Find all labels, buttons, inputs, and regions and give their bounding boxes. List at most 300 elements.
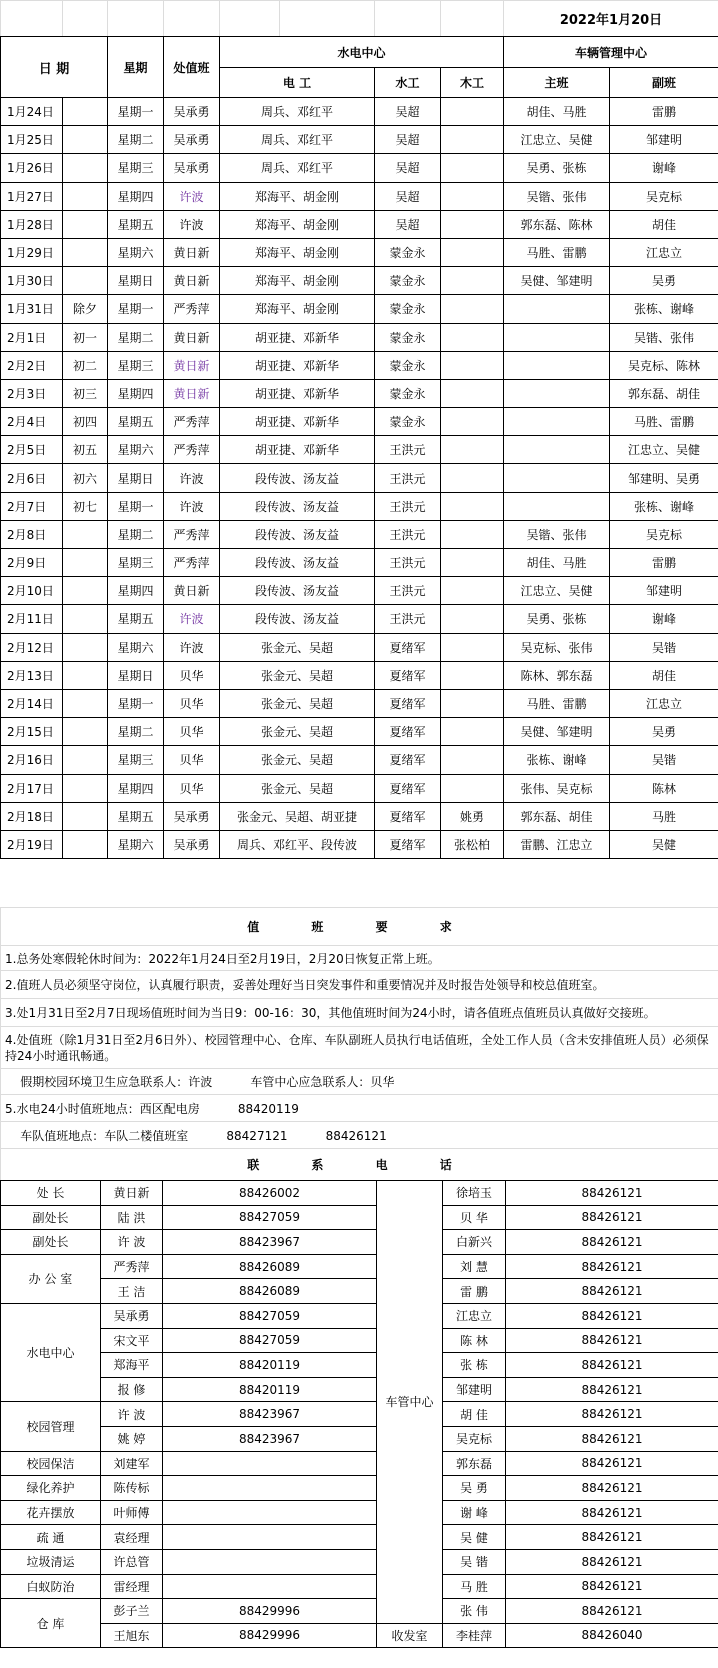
schedule-lunar bbox=[63, 182, 108, 210]
schedule-sub-shift: 雷鹏 bbox=[610, 549, 718, 577]
schedule-date: 2月2日 bbox=[1, 351, 63, 379]
contact-dept: 绿化养护 bbox=[1, 1476, 101, 1501]
schedule-electrician: 段传波、汤友益 bbox=[220, 492, 375, 520]
schedule-plumber: 蒙金永 bbox=[375, 238, 441, 266]
contact-name: 谢 峰 bbox=[443, 1500, 506, 1525]
schedule-plumber: 夏绪军 bbox=[375, 830, 441, 858]
schedule-weekday: 星期三 bbox=[108, 351, 164, 379]
requirement-item: 假期校园环境卫生应急联系人：许波 车管中心应急联系人：贝华 bbox=[1, 1069, 718, 1095]
schedule-main-shift: 吴勇、张栋 bbox=[504, 605, 610, 633]
contact-name: 郑海平 bbox=[101, 1353, 163, 1378]
schedule-duty-person: 严秀萍 bbox=[164, 408, 220, 436]
schedule-weekday: 星期五 bbox=[108, 802, 164, 830]
schedule-carpenter bbox=[441, 267, 504, 295]
contact-name: 胡 佳 bbox=[443, 1402, 506, 1427]
schedule-lunar: 初一 bbox=[63, 323, 108, 351]
contact-phone: 88426121 bbox=[506, 1230, 718, 1255]
contact-name: 雷 鹏 bbox=[443, 1279, 506, 1304]
schedule-electrician: 胡亚捷、邓新华 bbox=[220, 351, 375, 379]
schedule-carpenter bbox=[441, 774, 504, 802]
schedule-lunar bbox=[63, 689, 108, 717]
schedule-plumber: 吴超 bbox=[375, 182, 441, 210]
schedule-row bbox=[1, 464, 718, 492]
schedule-sub-shift: 吴克标、陈林 bbox=[610, 351, 718, 379]
schedule-electrician: 胡亚捷、邓新华 bbox=[220, 323, 375, 351]
schedule-row bbox=[1, 379, 718, 407]
contact-phone: 88420119 bbox=[163, 1353, 377, 1378]
schedule-electrician: 郑海平、胡金刚 bbox=[220, 182, 375, 210]
schedule-plumber: 蒙金永 bbox=[375, 267, 441, 295]
schedule-date: 1月25日 bbox=[1, 126, 63, 154]
schedule-weekday: 星期二 bbox=[108, 323, 164, 351]
schedule-duty-person: 严秀萍 bbox=[164, 295, 220, 323]
contact-name: 宋文平 bbox=[101, 1328, 163, 1353]
contact-phone: 88426121 bbox=[506, 1451, 718, 1476]
schedule-plumber: 蒙金永 bbox=[375, 351, 441, 379]
schedule-lunar bbox=[63, 549, 108, 577]
contact-name: 许 波 bbox=[101, 1402, 163, 1427]
schedule-carpenter bbox=[441, 295, 504, 323]
header-vehicle-center: 车辆管理中心 bbox=[504, 37, 718, 68]
schedule-date: 2月7日 bbox=[1, 492, 63, 520]
schedule-duty-person: 黄日新 bbox=[164, 351, 220, 379]
schedule-main-shift: 郭东磊、胡佳 bbox=[504, 802, 610, 830]
schedule-date: 2月14日 bbox=[1, 689, 63, 717]
schedule-row bbox=[1, 746, 718, 774]
contact-name: 江忠立 bbox=[443, 1303, 506, 1328]
schedule-sub-shift: 邹建明、吴勇 bbox=[610, 464, 718, 492]
schedule-date: 2月17日 bbox=[1, 774, 63, 802]
schedule-row bbox=[1, 492, 718, 520]
schedule-plumber: 蒙金永 bbox=[375, 408, 441, 436]
contact-dept: 校园保洁 bbox=[1, 1451, 101, 1476]
contact-phone: 88426121 bbox=[506, 1254, 718, 1279]
schedule-carpenter bbox=[441, 351, 504, 379]
schedule-electrician: 张金元、吴超 bbox=[220, 689, 375, 717]
schedule-lunar bbox=[63, 605, 108, 633]
schedule-main-shift: 吴勇、张栋 bbox=[504, 154, 610, 182]
schedule-row bbox=[1, 182, 718, 210]
schedule-body bbox=[1, 98, 718, 859]
schedule-lunar bbox=[63, 238, 108, 266]
contact-name: 吴克标 bbox=[443, 1426, 506, 1451]
schedule-sub-shift: 雷鹏 bbox=[610, 98, 718, 126]
schedule-plumber: 夏绪军 bbox=[375, 718, 441, 746]
schedule-main-shift: 胡佳、马胜 bbox=[504, 549, 610, 577]
schedule-main-shift: 吴锴、张伟 bbox=[504, 520, 610, 548]
schedule-duty-person: 许波 bbox=[164, 464, 220, 492]
schedule-weekday: 星期六 bbox=[108, 238, 164, 266]
schedule-duty-person: 严秀萍 bbox=[164, 549, 220, 577]
contact-phone: 88423967 bbox=[163, 1426, 377, 1451]
schedule-electrician: 郑海平、胡金刚 bbox=[220, 267, 375, 295]
schedule-lunar: 除夕 bbox=[63, 295, 108, 323]
schedule-sub-shift: 江忠立 bbox=[610, 689, 718, 717]
schedule-electrician: 胡亚捷、邓新华 bbox=[220, 379, 375, 407]
schedule-date: 2月4日 bbox=[1, 408, 63, 436]
schedule-weekday: 星期五 bbox=[108, 408, 164, 436]
contact-row bbox=[1, 1426, 718, 1451]
schedule-row bbox=[1, 605, 718, 633]
contact-phone: 88420119 bbox=[163, 1377, 377, 1402]
contact-phone: 88426002 bbox=[163, 1181, 377, 1206]
schedule-date: 1月31日 bbox=[1, 295, 63, 323]
schedule-sub-shift: 陈林 bbox=[610, 774, 718, 802]
contact-phone: 88423967 bbox=[163, 1402, 377, 1427]
schedule-main-shift: 吴健、邹建明 bbox=[504, 267, 610, 295]
contact-name: 报 修 bbox=[101, 1377, 163, 1402]
schedule-sub-shift: 吴锴 bbox=[610, 633, 718, 661]
contact-phone: 88429996 bbox=[163, 1623, 377, 1648]
schedule-plumber: 吴超 bbox=[375, 98, 441, 126]
schedule-duty-person: 吴承勇 bbox=[164, 126, 220, 154]
contact-phone: 88426121 bbox=[506, 1377, 718, 1402]
schedule-main-shift: 胡佳、马胜 bbox=[504, 98, 610, 126]
contact-phone: 88426121 bbox=[506, 1279, 718, 1304]
schedule-date: 2月10日 bbox=[1, 577, 63, 605]
schedule-row bbox=[1, 577, 718, 605]
contact-dept: 副处长 bbox=[1, 1205, 101, 1230]
schedule-carpenter bbox=[441, 605, 504, 633]
contact-row bbox=[1, 1181, 718, 1206]
schedule-plumber: 夏绪军 bbox=[375, 689, 441, 717]
schedule-sub-shift: 胡佳 bbox=[610, 210, 718, 238]
contact-name: 白新兴 bbox=[443, 1230, 506, 1255]
schedule-sub-shift: 吴克标 bbox=[610, 520, 718, 548]
schedule-sub-shift: 张栋、谢峰 bbox=[610, 492, 718, 520]
contact-phone bbox=[163, 1525, 377, 1550]
schedule-weekday: 星期二 bbox=[108, 126, 164, 154]
schedule-sub-shift: 郭东磊、胡佳 bbox=[610, 379, 718, 407]
schedule-row bbox=[1, 323, 718, 351]
schedule-electrician: 段传波、汤友益 bbox=[220, 549, 375, 577]
contact-row bbox=[1, 1599, 718, 1624]
contact-phone bbox=[163, 1476, 377, 1501]
schedule-electrician: 段传波、汤友益 bbox=[220, 520, 375, 548]
contact-dept: 水电中心 bbox=[1, 1303, 101, 1401]
contact-name: 姚 婷 bbox=[101, 1426, 163, 1451]
schedule-carpenter bbox=[441, 633, 504, 661]
document-date: 2022年1月20日 bbox=[504, 1, 718, 37]
schedule-sub-shift: 吴锴、张伟 bbox=[610, 323, 718, 351]
schedule-main-shift: 吴锴、张伟 bbox=[504, 182, 610, 210]
duty-schedule-table bbox=[0, 36, 718, 859]
schedule-sub-shift: 谢峰 bbox=[610, 154, 718, 182]
contact-phone bbox=[163, 1451, 377, 1476]
requirement-item: 4.处值班（除1月31日至2月6日外）、校园管理中心、仓库、车队副班人员执行电话值班，全处工作人员（含未安排值班人员）必须保持24小时通讯畅通。 bbox=[1, 1027, 718, 1069]
schedule-lunar bbox=[63, 98, 108, 126]
schedule-lunar bbox=[63, 210, 108, 238]
schedule-electrician: 周兵、邓红平 bbox=[220, 98, 375, 126]
contact-name: 吴 锴 bbox=[443, 1549, 506, 1574]
schedule-weekday: 星期二 bbox=[108, 718, 164, 746]
schedule-plumber: 吴超 bbox=[375, 210, 441, 238]
contact-phone: 88426121 bbox=[506, 1205, 718, 1230]
schedule-duty-person: 贝华 bbox=[164, 774, 220, 802]
schedule-electrician: 胡亚捷、邓新华 bbox=[220, 408, 375, 436]
schedule-duty-person: 严秀萍 bbox=[164, 520, 220, 548]
schedule-date: 2月11日 bbox=[1, 605, 63, 633]
schedule-row bbox=[1, 718, 718, 746]
schedule-row bbox=[1, 98, 718, 126]
schedule-weekday: 星期六 bbox=[108, 830, 164, 858]
schedule-weekday: 星期四 bbox=[108, 182, 164, 210]
schedule-weekday: 星期日 bbox=[108, 464, 164, 492]
contact-phone: 88426121 bbox=[506, 1549, 718, 1574]
schedule-electrician: 郑海平、胡金刚 bbox=[220, 238, 375, 266]
contact-name: 刘 慧 bbox=[443, 1254, 506, 1279]
schedule-plumber: 夏绪军 bbox=[375, 802, 441, 830]
schedule-row bbox=[1, 238, 718, 266]
schedule-lunar: 初五 bbox=[63, 436, 108, 464]
schedule-lunar: 初六 bbox=[63, 464, 108, 492]
schedule-lunar: 初二 bbox=[63, 351, 108, 379]
schedule-electrician: 张金元、吴超 bbox=[220, 661, 375, 689]
schedule-main-shift bbox=[504, 351, 610, 379]
contact-phone: 88426121 bbox=[506, 1574, 718, 1599]
contact-dept-mailroom: 收发室 bbox=[377, 1623, 443, 1648]
header-sub-shift: 副班 bbox=[610, 68, 718, 98]
schedule-lunar bbox=[63, 802, 108, 830]
schedule-weekday: 星期五 bbox=[108, 210, 164, 238]
header-date: 日 期 bbox=[1, 37, 108, 98]
header-plumber: 水工 bbox=[375, 68, 441, 98]
schedule-electrician: 段传波、汤友益 bbox=[220, 605, 375, 633]
requirement-item: 5.水电24小时值班地点：西区配电房 88420119 bbox=[1, 1095, 718, 1122]
schedule-carpenter bbox=[441, 549, 504, 577]
schedule-carpenter bbox=[441, 689, 504, 717]
schedule-carpenter bbox=[441, 126, 504, 154]
schedule-carpenter bbox=[441, 746, 504, 774]
schedule-carpenter bbox=[441, 408, 504, 436]
schedule-duty-person: 吴承勇 bbox=[164, 830, 220, 858]
schedule-lunar bbox=[63, 774, 108, 802]
requirement-item: 3.处1月31日至2月7日现场值班时间为当日9：00-16：30，其他值班时间为24小时，请各值班点值班员认真做好交接班。 bbox=[1, 999, 718, 1027]
schedule-plumber: 吴超 bbox=[375, 126, 441, 154]
schedule-row bbox=[1, 549, 718, 577]
contact-phone: 88426121 bbox=[506, 1599, 718, 1624]
contact-row bbox=[1, 1377, 718, 1402]
schedule-date: 2月3日 bbox=[1, 379, 63, 407]
schedule-lunar bbox=[63, 154, 108, 182]
contact-name: 李桂萍 bbox=[443, 1623, 506, 1648]
schedule-row bbox=[1, 436, 718, 464]
requirement-item: 车队值班地点：车队二楼值班室 88427121 88426121 bbox=[1, 1122, 718, 1149]
schedule-carpenter bbox=[441, 154, 504, 182]
contact-name: 陆 洪 bbox=[101, 1205, 163, 1230]
schedule-weekday: 星期一 bbox=[108, 295, 164, 323]
schedule-plumber: 王洪元 bbox=[375, 577, 441, 605]
contact-dept: 副处长 bbox=[1, 1230, 101, 1255]
schedule-weekday: 星期六 bbox=[108, 633, 164, 661]
schedule-weekday: 星期三 bbox=[108, 549, 164, 577]
schedule-row bbox=[1, 295, 718, 323]
contact-name: 吴 勇 bbox=[443, 1476, 506, 1501]
contact-name: 张 栋 bbox=[443, 1353, 506, 1378]
schedule-sub-shift: 吴克标 bbox=[610, 182, 718, 210]
schedule-sub-shift: 邹建明 bbox=[610, 577, 718, 605]
contact-name: 彭子兰 bbox=[101, 1599, 163, 1624]
schedule-sub-shift: 吴健 bbox=[610, 830, 718, 858]
schedule-sub-shift: 张栋、谢峰 bbox=[610, 295, 718, 323]
schedule-sub-shift: 谢峰 bbox=[610, 605, 718, 633]
requirement-item: 1.总务处寒假轮休时间为：2022年1月24日至2月19日，2月20日恢复正常上班。 bbox=[1, 946, 718, 971]
contact-phone: 88426121 bbox=[506, 1328, 718, 1353]
contact-phone: 88426121 bbox=[506, 1353, 718, 1378]
contact-phone: 88426121 bbox=[506, 1303, 718, 1328]
schedule-weekday: 星期四 bbox=[108, 774, 164, 802]
schedule-lunar bbox=[63, 633, 108, 661]
contact-row bbox=[1, 1549, 718, 1574]
contact-name: 郭东磊 bbox=[443, 1451, 506, 1476]
contact-name: 徐培玉 bbox=[443, 1181, 506, 1206]
schedule-electrician: 郑海平、胡金刚 bbox=[220, 210, 375, 238]
schedule-weekday: 星期一 bbox=[108, 689, 164, 717]
schedule-date: 2月8日 bbox=[1, 520, 63, 548]
contact-phone: 88426089 bbox=[163, 1254, 377, 1279]
schedule-main-shift bbox=[504, 436, 610, 464]
schedule-main-shift: 雷鹏、江忠立 bbox=[504, 830, 610, 858]
contact-name: 张 伟 bbox=[443, 1599, 506, 1624]
schedule-sub-shift: 胡佳 bbox=[610, 661, 718, 689]
schedule-date: 2月1日 bbox=[1, 323, 63, 351]
contact-phone: 88426121 bbox=[506, 1402, 718, 1427]
schedule-electrician: 周兵、邓红平 bbox=[220, 154, 375, 182]
requirements-section bbox=[0, 907, 718, 1181]
schedule-date: 2月13日 bbox=[1, 661, 63, 689]
schedule-date: 1月27日 bbox=[1, 182, 63, 210]
contact-row bbox=[1, 1353, 718, 1378]
schedule-row bbox=[1, 520, 718, 548]
contact-row bbox=[1, 1476, 718, 1501]
schedule-date: 2月9日 bbox=[1, 549, 63, 577]
schedule-lunar: 初四 bbox=[63, 408, 108, 436]
contact-row bbox=[1, 1525, 718, 1550]
schedule-plumber: 王洪元 bbox=[375, 492, 441, 520]
contact-dept: 仓 库 bbox=[1, 1599, 101, 1648]
schedule-plumber: 吴超 bbox=[375, 154, 441, 182]
schedule-duty-person: 贝华 bbox=[164, 689, 220, 717]
contact-phone: 88426089 bbox=[163, 1279, 377, 1304]
schedule-electrician: 段传波、汤友益 bbox=[220, 464, 375, 492]
schedule-lunar bbox=[63, 520, 108, 548]
schedule-plumber: 王洪元 bbox=[375, 436, 441, 464]
contact-phone: 88426121 bbox=[506, 1426, 718, 1451]
schedule-main-shift: 张伟、吴克标 bbox=[504, 774, 610, 802]
contact-name: 雷经理 bbox=[101, 1574, 163, 1599]
header-electrician: 电 工 bbox=[220, 68, 375, 98]
contact-phone: 88426121 bbox=[506, 1476, 718, 1501]
schedule-duty-person: 吴承勇 bbox=[164, 154, 220, 182]
contact-dept: 办 公 室 bbox=[1, 1254, 101, 1303]
contact-row bbox=[1, 1205, 718, 1230]
schedule-duty-person: 贝华 bbox=[164, 718, 220, 746]
schedule-duty-person: 许波 bbox=[164, 605, 220, 633]
schedule-row bbox=[1, 154, 718, 182]
schedule-electrician: 张金元、吴超 bbox=[220, 746, 375, 774]
schedule-duty-person: 黄日新 bbox=[164, 379, 220, 407]
schedule-electrician: 郑海平、胡金刚 bbox=[220, 295, 375, 323]
date-bar bbox=[0, 0, 718, 37]
schedule-main-shift: 江忠立、吴健 bbox=[504, 577, 610, 605]
schedule-main-shift: 马胜、雷鹏 bbox=[504, 689, 610, 717]
schedule-plumber: 王洪元 bbox=[375, 464, 441, 492]
schedule-sub-shift: 吴勇 bbox=[610, 718, 718, 746]
schedule-plumber: 夏绪军 bbox=[375, 774, 441, 802]
schedule-carpenter: 姚勇 bbox=[441, 802, 504, 830]
schedule-duty-person: 吴承勇 bbox=[164, 802, 220, 830]
contact-name: 严秀萍 bbox=[101, 1254, 163, 1279]
schedule-electrician: 张金元、吴超、胡亚捷 bbox=[220, 802, 375, 830]
schedule-carpenter bbox=[441, 379, 504, 407]
contact-name: 叶师傅 bbox=[101, 1500, 163, 1525]
schedule-lunar: 初七 bbox=[63, 492, 108, 520]
contact-name: 许 波 bbox=[101, 1230, 163, 1255]
schedule-plumber: 蒙金永 bbox=[375, 323, 441, 351]
schedule-electrician: 张金元、吴超 bbox=[220, 718, 375, 746]
header-carpenter: 木工 bbox=[441, 68, 504, 98]
contacts-table bbox=[0, 1180, 718, 1648]
contact-dept: 垃圾清运 bbox=[1, 1549, 101, 1574]
contact-name: 黄日新 bbox=[101, 1181, 163, 1206]
header-duty: 处值班 bbox=[164, 37, 220, 98]
schedule-duty-person: 贝华 bbox=[164, 746, 220, 774]
schedule-main-shift bbox=[504, 295, 610, 323]
schedule-main-shift: 张栋、谢峰 bbox=[504, 746, 610, 774]
contact-row bbox=[1, 1254, 718, 1279]
schedule-main-shift: 吴克标、张伟 bbox=[504, 633, 610, 661]
schedule-duty-person: 许波 bbox=[164, 633, 220, 661]
schedule-lunar bbox=[63, 577, 108, 605]
schedule-sub-shift: 邹建明 bbox=[610, 126, 718, 154]
contact-name: 吴 健 bbox=[443, 1525, 506, 1550]
contacts-title: 联 系 电 话 bbox=[1, 1149, 718, 1181]
schedule-duty-person: 许波 bbox=[164, 210, 220, 238]
contact-row bbox=[1, 1230, 718, 1255]
schedule-main-shift: 陈林、郭东磊 bbox=[504, 661, 610, 689]
contact-dept: 白蚁防治 bbox=[1, 1574, 101, 1599]
contact-row bbox=[1, 1623, 718, 1648]
schedule-date: 1月24日 bbox=[1, 98, 63, 126]
contact-phone: 88426121 bbox=[506, 1181, 718, 1206]
schedule-duty-person: 吴承勇 bbox=[164, 98, 220, 126]
contact-dept: 花卉摆放 bbox=[1, 1500, 101, 1525]
contact-row bbox=[1, 1574, 718, 1599]
schedule-date: 1月28日 bbox=[1, 210, 63, 238]
schedule-weekday: 星期二 bbox=[108, 520, 164, 548]
contact-row bbox=[1, 1328, 718, 1353]
contact-phone: 88427059 bbox=[163, 1303, 377, 1328]
contact-dept: 校园管理 bbox=[1, 1402, 101, 1451]
schedule-weekday: 星期日 bbox=[108, 267, 164, 295]
schedule-row bbox=[1, 633, 718, 661]
schedule-lunar bbox=[63, 718, 108, 746]
schedule-plumber: 王洪元 bbox=[375, 605, 441, 633]
schedule-carpenter bbox=[441, 238, 504, 266]
schedule-electrician: 胡亚捷、邓新华 bbox=[220, 436, 375, 464]
schedule-date: 2月19日 bbox=[1, 830, 63, 858]
schedule-row bbox=[1, 267, 718, 295]
contact-phone: 88423967 bbox=[163, 1230, 377, 1255]
contact-name: 袁经理 bbox=[101, 1525, 163, 1550]
contact-name: 刘建军 bbox=[101, 1451, 163, 1476]
schedule-main-shift: 江忠立、吴健 bbox=[504, 126, 610, 154]
contact-phone: 88426121 bbox=[506, 1500, 718, 1525]
schedule-date: 2月5日 bbox=[1, 436, 63, 464]
contact-name: 陈传标 bbox=[101, 1476, 163, 1501]
schedule-main-shift bbox=[504, 323, 610, 351]
contact-row bbox=[1, 1279, 718, 1304]
